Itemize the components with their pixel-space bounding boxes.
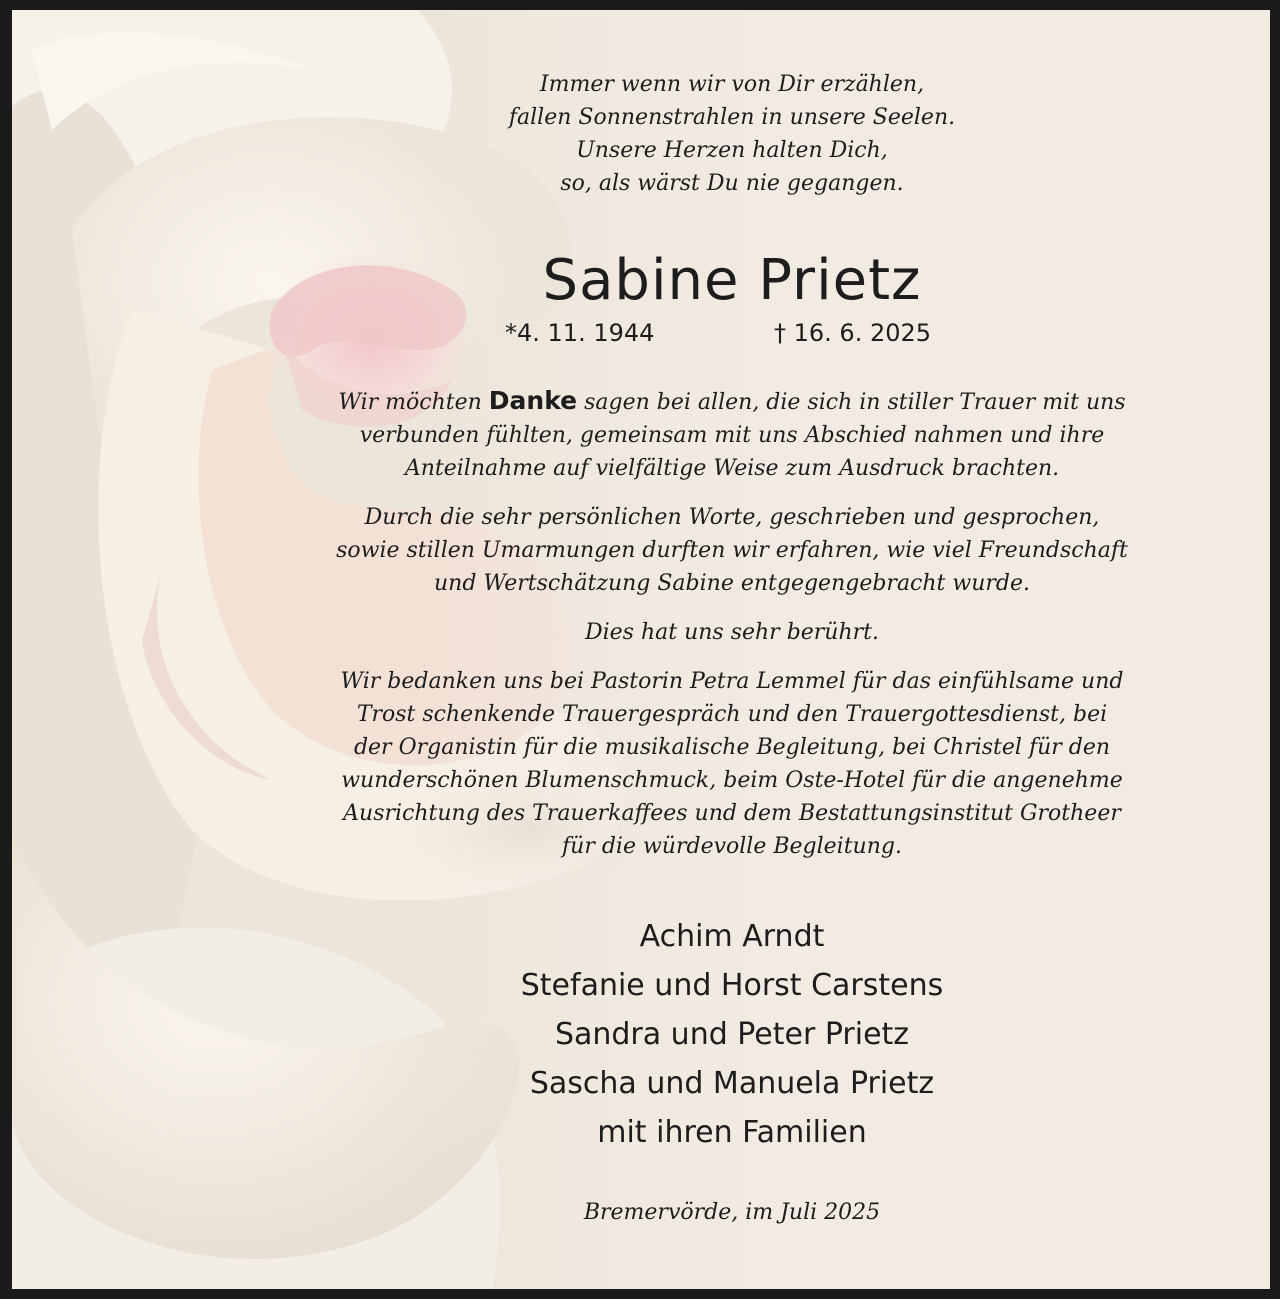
thanks-line: Anteilnahme auf vielfältige Weise zum Ausdruck brachten. xyxy=(404,456,1060,481)
acknowledgement-line: Wir bedanken uns bei Pastorin Petra Lemmel für das einfühlsame und xyxy=(340,669,1124,694)
words-line: Durch die sehr persönlichen Worte, geschrieben und gesprochen, xyxy=(364,505,1100,530)
poem-line: Immer wenn wir von Dir erzählen, xyxy=(539,72,925,97)
signer: Sascha und Manuela Prietz xyxy=(529,1066,935,1101)
acknowledgement-line: für die würdevolle Begleitung. xyxy=(562,834,902,859)
acknowledgement-line: wunderschönen Blumenschmuck, beim Oste-Hotel für die angenehme xyxy=(341,768,1123,793)
acknowledgement-line: Ausrichtung des Trauerkaffees und dem Bestattungsinstitut Grotheer xyxy=(343,801,1121,826)
acknowledgement-line: der Organistin für die musikalische Begleitung, bei Christel für den xyxy=(353,735,1111,760)
thanks-text-span: Wir möchten xyxy=(338,390,489,415)
acknowledgement-line: Trost schenkende Trauergespräch und den Trauergottesdienst, bei xyxy=(356,702,1108,727)
signer: Stefanie und Horst Carstens xyxy=(520,968,944,1003)
thanks-line: verbunden fühlten, gemeinsam mit uns Abschied nahmen und ihre xyxy=(359,423,1105,448)
acknowledgements-paragraph xyxy=(242,665,1222,863)
poem xyxy=(352,68,1112,200)
words-line: sowie stillen Umarmungen durften wir erfahren, wie viel Freundschaft xyxy=(336,538,1128,563)
signer: Achim Arndt xyxy=(639,919,825,954)
signers xyxy=(392,912,1072,1157)
thanks-text-span: sagen bei allen, die sich in stiller Trauer mit uns xyxy=(577,390,1126,415)
touched-line: Dies hat uns sehr berührt. xyxy=(584,620,879,645)
poem-line: fallen Sonnenstrahlen in unsere Seelen. xyxy=(508,105,956,130)
poem-line: Unsere Herzen halten Dich, xyxy=(576,138,888,163)
words-paragraph xyxy=(242,501,1222,600)
poem-line: so, als wärst Du nie gegangen. xyxy=(560,171,904,196)
signer: mit ihren Familien xyxy=(597,1115,867,1150)
words-line: und Wertschätzung Sabine entgegengebracht wurde. xyxy=(434,571,1030,596)
thanks-line xyxy=(242,384,1222,419)
place-date: Bremervörde, im Juli 2025 xyxy=(583,1200,881,1225)
signer: Sandra und Peter Prietz xyxy=(554,1017,910,1052)
danke-word: Danke xyxy=(488,386,578,415)
deceased-name: Sabine Prietz xyxy=(542,248,922,313)
thanks-text xyxy=(242,384,1222,879)
touched-paragraph xyxy=(242,616,1222,649)
birth-date: *4. 11. 1944 xyxy=(505,319,655,347)
thanks-paragraph xyxy=(242,384,1222,485)
death-date: † 16. 6. 2025 xyxy=(774,319,932,347)
obituary-notice xyxy=(12,10,1270,1289)
